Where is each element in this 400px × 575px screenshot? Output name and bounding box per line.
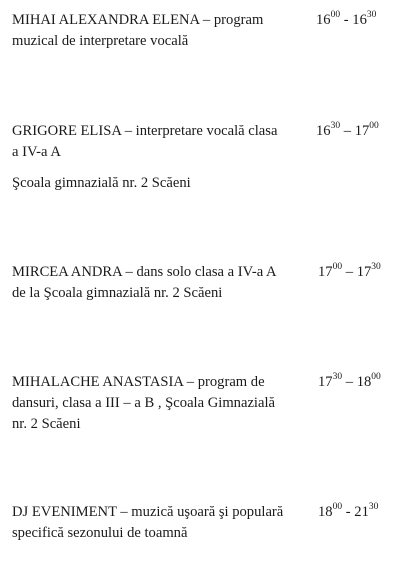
time-separator: - xyxy=(342,504,355,520)
entry-school: Şcoala gimnazială nr. 2 Scăeni xyxy=(12,175,191,191)
time-start-hour: 17 xyxy=(318,264,333,280)
entry-line: nr. 2 Scăeni xyxy=(12,416,81,432)
entry-line: dansuri, clasa a III – a B , Şcoala Gimnazială xyxy=(12,395,275,411)
time-end-minutes: 00 xyxy=(371,372,381,383)
time-separator: – xyxy=(340,123,355,139)
time-start-hour: 16 xyxy=(316,12,331,28)
entry-line: GRIGORE ELISA – interpretare vocală clasa xyxy=(12,123,278,139)
time-separator: - xyxy=(340,12,353,28)
entry-line: a IV-a A xyxy=(12,144,61,160)
time-end-minutes: 30 xyxy=(371,262,381,273)
time-start-minutes: 30 xyxy=(330,121,341,132)
time-start-hour: 16 xyxy=(316,123,331,139)
entry-description xyxy=(12,10,263,52)
time-separator: – xyxy=(342,264,357,280)
time-end-minutes: 30 xyxy=(368,502,379,513)
entry-line: MIRCEA ANDRA – dans solo clasa a IV-a A xyxy=(12,264,277,280)
time-end-hour: 17 xyxy=(356,264,372,280)
time-end-hour: 17 xyxy=(354,123,370,139)
time-separator: – xyxy=(342,374,357,390)
entry-line: MIHALACHE ANASTASIA – program de xyxy=(12,374,265,390)
entry-line: de la Şcoala gimnazială nr. 2 Scăeni xyxy=(12,285,223,301)
entry-line: specifică sezonului de toamnă xyxy=(12,525,188,541)
time-end-hour: 21 xyxy=(354,504,369,520)
entry-time xyxy=(318,502,378,523)
entry-line: muzical de interpretare vocală xyxy=(12,33,189,49)
entry-time xyxy=(316,121,379,142)
time-end-hour: 16 xyxy=(352,12,367,28)
time-start-hour: 17 xyxy=(318,374,333,390)
entry-time xyxy=(318,262,381,283)
entry-description xyxy=(12,262,277,304)
time-start-minutes: 00 xyxy=(332,262,343,273)
entry-description xyxy=(12,121,277,163)
entry-description xyxy=(12,502,283,544)
entry-line: MIHAI ALEXANDRA ELENA – program xyxy=(12,12,264,28)
entry-time xyxy=(318,372,381,393)
time-start-minutes: 00 xyxy=(332,502,343,513)
time-start-minutes: 00 xyxy=(330,10,341,21)
entry-time xyxy=(316,10,376,31)
time-start-hour: 18 xyxy=(318,504,333,520)
entry-line: DJ EVENIMENT – muzică uşoară şi populară xyxy=(12,504,284,520)
time-end-minutes: 00 xyxy=(369,121,379,132)
time-end-minutes: 30 xyxy=(366,10,377,21)
entry-description xyxy=(12,372,275,435)
time-end-hour: 18 xyxy=(356,374,372,390)
time-start-minutes: 30 xyxy=(332,372,343,383)
